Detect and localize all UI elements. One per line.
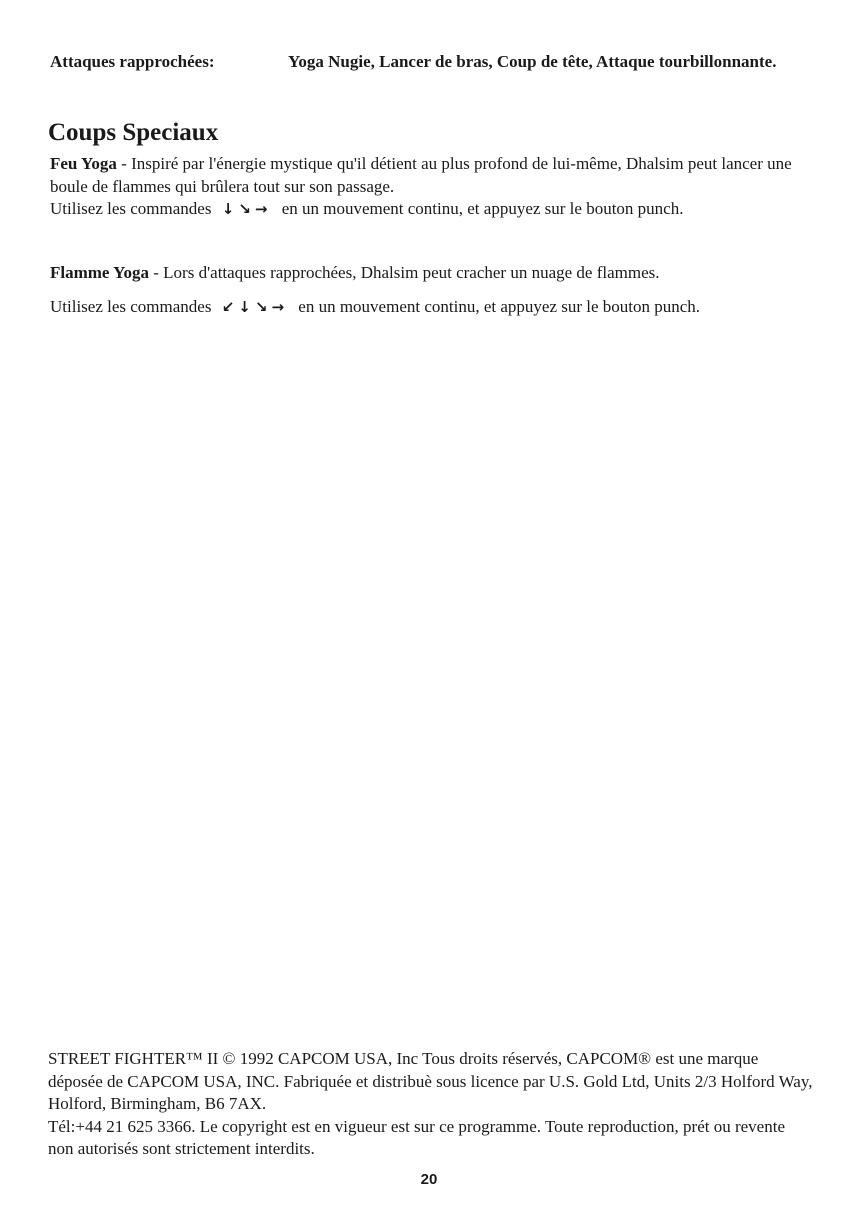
- feu-yoga-arrows: [222, 198, 272, 221]
- feu-yoga-description: Inspiré par l'énergie mystique qu'il détient au plus profond de lui-même, Dhalsim peut lancer une boule de flammes qui brûlera tout sur son passage.: [50, 154, 792, 196]
- feu-yoga-name: Feu Yoga: [50, 154, 117, 173]
- arrow-down-icon: ↓: [238, 298, 255, 316]
- arrow-down-left-icon: ↙: [221, 298, 239, 316]
- flamme-yoga-command-prefix: Utilisez les commandes: [50, 297, 212, 316]
- page-number: 20: [420, 1171, 438, 1188]
- legal-notice: STREET FIGHTER™ II © 1992 CAPCOM USA, Inc Tous droits réservés, CAPCOM® est une marque déposée de CAPCOM USA, INC. Fabriquée et distribuè sous licence par U.S. Gold Ltd, Units 2/3 Holford Way, Holford, Birmingham, B6 7AX.: [48, 1049, 813, 1113]
- flamme-yoga-arrows: [222, 296, 288, 319]
- legal-footer: [48, 1048, 813, 1161]
- flamme-yoga-name: Flamme Yoga: [50, 263, 149, 282]
- flamme-yoga-command-suffix: en un mouvement continu, et appuyez sur le bouton punch.: [298, 297, 701, 316]
- feu-yoga-paragraph: [50, 153, 810, 221]
- flamme-yoga-description: Lors d'attaques rapprochées, Dhalsim peut cracher un nuage de flammes.: [163, 263, 660, 282]
- feu-yoga-separator: -: [116, 154, 132, 173]
- feu-yoga-command-suffix: en un mouvement continu, et appuyez sur le bouton punch.: [281, 199, 684, 218]
- arrow-down-right-icon: ↘: [238, 200, 255, 218]
- flamme-yoga-command: [50, 296, 810, 319]
- flamme-yoga-paragraph: [50, 262, 810, 285]
- close-attacks-label: Attaques rapprochées:: [50, 52, 215, 71]
- feu-yoga-command-prefix: Utilisez les commandes: [50, 199, 212, 218]
- flamme-yoga-separator: -: [149, 263, 164, 282]
- arrow-down-right-icon: ↘: [254, 298, 272, 316]
- section-title: Coups Speciaux: [48, 119, 219, 146]
- arrow-down-icon: ↓: [221, 200, 239, 218]
- close-attacks-list: Yoga Nugie, Lancer de bras, Coup de tête, Attaque tourbillonnante.: [288, 52, 777, 71]
- copyright-notice: Tél:+44 21 625 3366. Le copyright est en vigueur est sur ce programme. Toute reproduction, prét ou revente non autorisés sont strictement interdits.: [48, 1116, 785, 1158]
- arrow-right-icon: →: [271, 298, 289, 316]
- arrow-right-icon: →: [254, 200, 272, 218]
